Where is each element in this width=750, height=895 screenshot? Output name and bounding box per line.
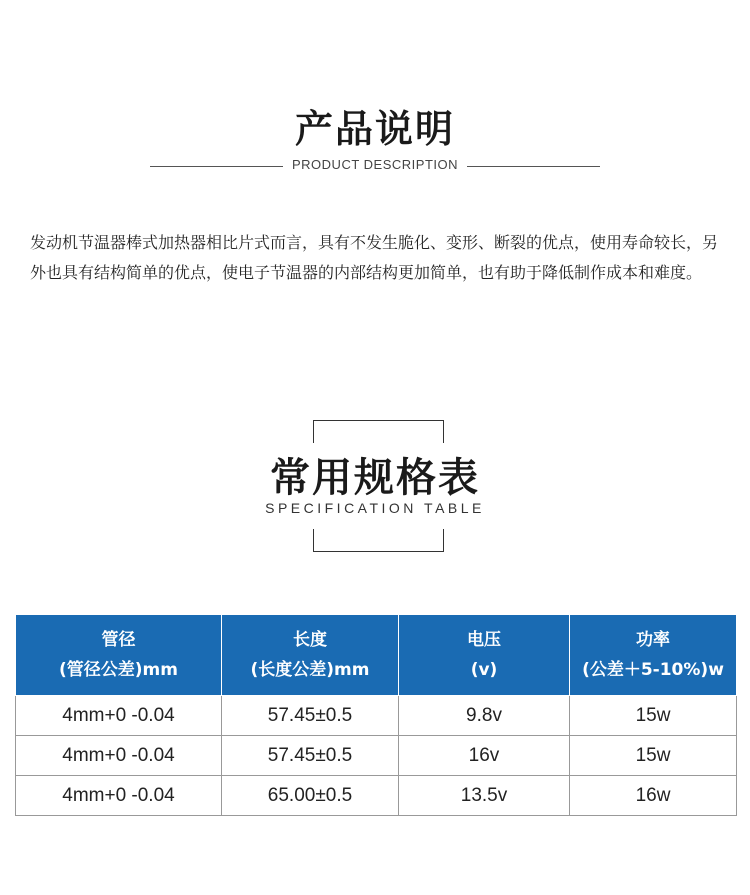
header-diameter xyxy=(16,615,222,696)
cell-power: 15w xyxy=(570,696,737,736)
spec-table-subtitle: SPECIFICATION TABLE xyxy=(265,500,485,516)
spec-frame-top xyxy=(313,420,444,443)
header-label: 长度 xyxy=(293,630,327,650)
cell-diameter: 4mm+0 -0.04 xyxy=(16,736,222,776)
table-row xyxy=(16,696,737,736)
product-description-subtitle: PRODUCT DESCRIPTION xyxy=(292,157,458,172)
spec-table xyxy=(15,614,737,816)
spec-frame-bottom xyxy=(313,529,444,552)
header-unit: (管径公差)mm xyxy=(59,660,178,680)
cell-length: 57.45±0.5 xyxy=(222,736,399,776)
table-row xyxy=(16,736,737,776)
header-unit: (v) xyxy=(470,660,498,680)
cell-diameter: 4mm+0 -0.04 xyxy=(16,776,222,816)
product-description-text: 发动机节温器棒式加热器相比片式而言，具有不发生脆化、变形、断裂的优点，使用寿命较长，另外也具有结构简单的优点，使电子节温器的内部结构更加简单，也有助于降低制作成本和难度。 xyxy=(30,233,719,282)
spec-table-header-row xyxy=(16,615,737,696)
header-unit: (公差＋5-10%)w xyxy=(582,660,724,680)
header-label: 功率 xyxy=(636,630,670,650)
spec-table-title: 常用规格表 xyxy=(270,455,480,501)
cell-power: 16w xyxy=(570,776,737,816)
header-unit: (长度公差)mm xyxy=(250,660,370,680)
product-description-title: 产品说明 xyxy=(294,107,455,151)
header-voltage xyxy=(399,615,570,696)
cell-voltage: 9.8v xyxy=(399,696,570,736)
header-label: 电压 xyxy=(467,630,501,650)
cell-diameter: 4mm+0 -0.04 xyxy=(16,696,222,736)
header-length xyxy=(222,615,399,696)
cell-length: 57.45±0.5 xyxy=(222,696,399,736)
header-label: 管径 xyxy=(101,630,136,650)
table-row xyxy=(16,776,737,816)
divider-right xyxy=(467,166,600,167)
cell-voltage: 16v xyxy=(399,736,570,776)
cell-voltage: 13.5v xyxy=(399,776,570,816)
header-power xyxy=(570,615,737,696)
cell-power: 15w xyxy=(570,736,737,776)
cell-length: 65.00±0.5 xyxy=(222,776,399,816)
